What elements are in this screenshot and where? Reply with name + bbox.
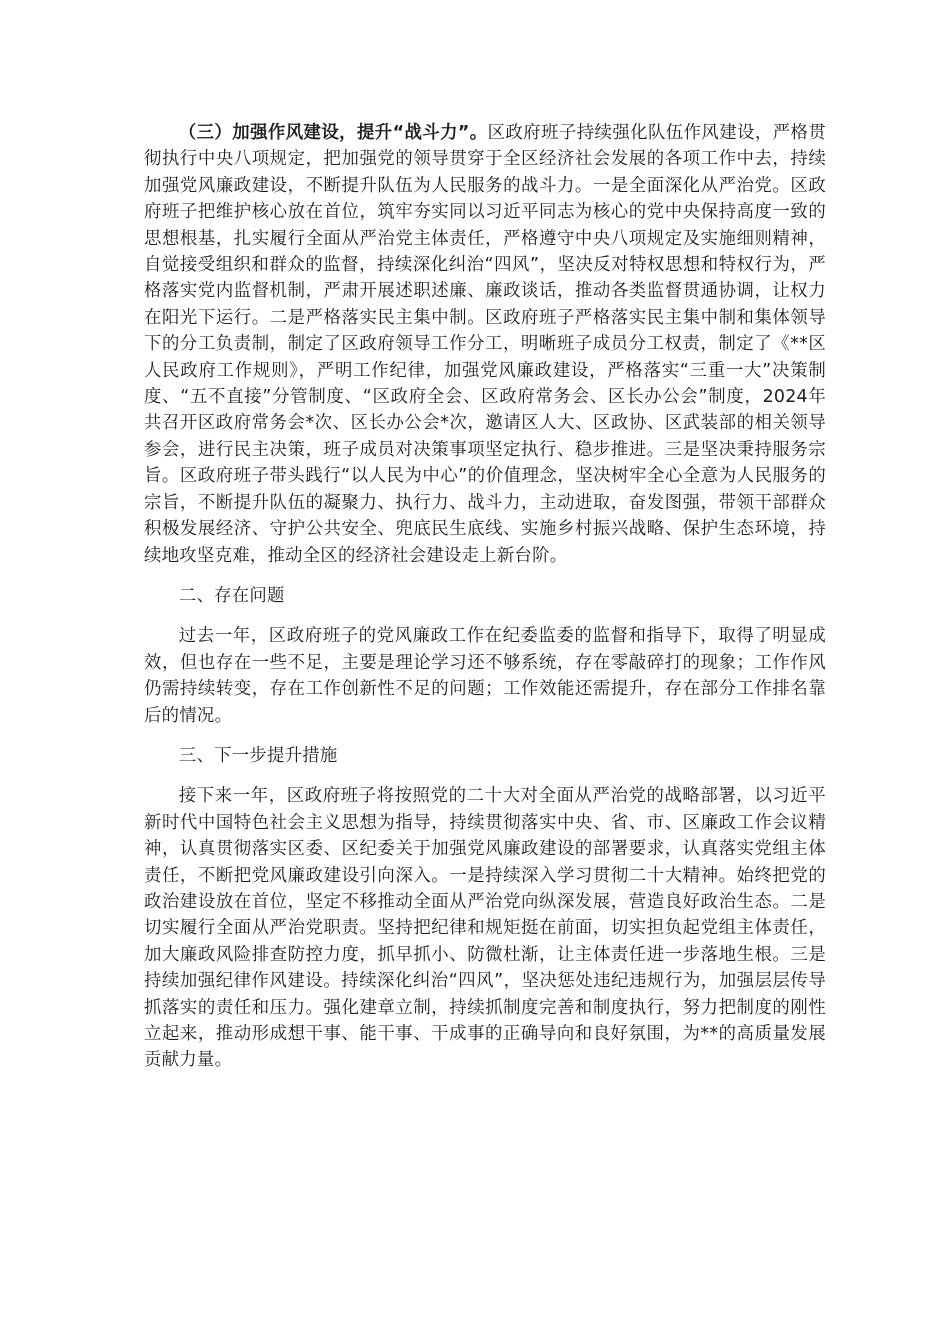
problems-paragraph: 过去一年，区政府班子的党风廉政工作在纪委监委的监督和指导下，取得了明显成效，但也存在一些不足，主要是理论学习还不够系统，存在零敲碎打的现象；工作作风仍需持续转变，存在工作创新性不足的问题；工作效能还需提升，存在部分工作排名靠后的情况。 xyxy=(144,626,826,726)
document-body xyxy=(144,120,826,1074)
next-steps-paragraph: 接下来一年，区政府班子将按照党的二十大对全面从严治党的战略部署，以习近平新时代中国特色社会主义思想为指导，持续贯彻落实中央、省、市、区廉政工作会议精神，认真贯彻落实区委、区纪委关于加强党风廉政建设的部署要求，认真落实党组主体责任，不断把党风廉政建设引向深入。一是持续深入学习贯彻二十大精神。始终把党的政治建设放在首位，坚定不移推动全面从严治党向纵深发展，营造良好政治生态。二是切实履行全面从严治党职责。坚持把纪律和规矩挺在前面，切实担负起党组主体责任，加大廉政风险排查防控力度，抓早抓小、防微杜渐，让主体责任进一步落地生根。三是持续加强纪律作风建设。持续深化纠治“四风”，坚决惩处违纪违规行为，加强层层传导抓落实的责任和压力。强化建章立制，持续抓制度完善和制度执行，努力把制度的刚性立起来，推动形成想干事、能干事、干成事的正确导向和良好氛围，为**的高质量发展贡献力量。 xyxy=(144,786,826,1071)
section-3-paragraph xyxy=(144,120,826,569)
section-3-lead: （三）加强作风建设，提升“战斗力”。 xyxy=(178,123,488,143)
heading-next-steps: 三、下一步提升措施 xyxy=(178,745,338,766)
section-3-body: 区政府班子持续强化队伍作风建设，严格贯彻执行中央八项规定，把加强党的领导贯穿于全区经济社会发展的各项工作中去，持续加强党风廉政建设，不断提升队伍为人民服务的战斗力。一是全面深化从严治党。区政府班子把维护核心放在首位，筑牢夯实同以习近平同志为核心的党中央保持高度一致的思想根基，扎实履行全面从严治党主体责任，严格遵守中央八项规定及实施细则精神，自觉接受组织和群众的监督，持续深化纠治“四风”，坚决反对特权思想和特权行为，严格落实党内监督机制，严肃开展述职述廉、廉政谈话，推动各类监督贯通协调，让权力在阳光下运行。二是严格落实民主集中制。区政府班子严格落实民主集中制和集体领导下的分工负责制，制定了区政府领导工作分工，明晰班子成员分工权责，制定了《**区人民政府工作规则》，严明工作纪律，加强党风廉政建设，严格落实“三重一大”决策制度、“五不直接”分管制度、“区政府全会、区政府常务会、区长办公会”制度，2024年共召开区政府常务会*次、区长办公会*次，邀请区人大、区政协、区武装部的相关领导参会，进行民主决策，班子成员对决策事项坚定执行、稳步推进。三是坚决秉持服务宗旨。区政府班子带头践行“以人民为中心”的价值理念，坚决树牢全心全意为人民服务的宗旨，不断提升队伍的凝聚力、执行力、战斗力，主动进取，奋发图强，带领干部群众积极发展经济、守护公共安全、兜底民生底线、实施乡村振兴战略、保护生态环境，持续地攻坚克难，推动全区的经济社会建设走上新台阶。 xyxy=(144,123,826,566)
heading-existing-problems: 二、存在问题 xyxy=(178,585,285,606)
